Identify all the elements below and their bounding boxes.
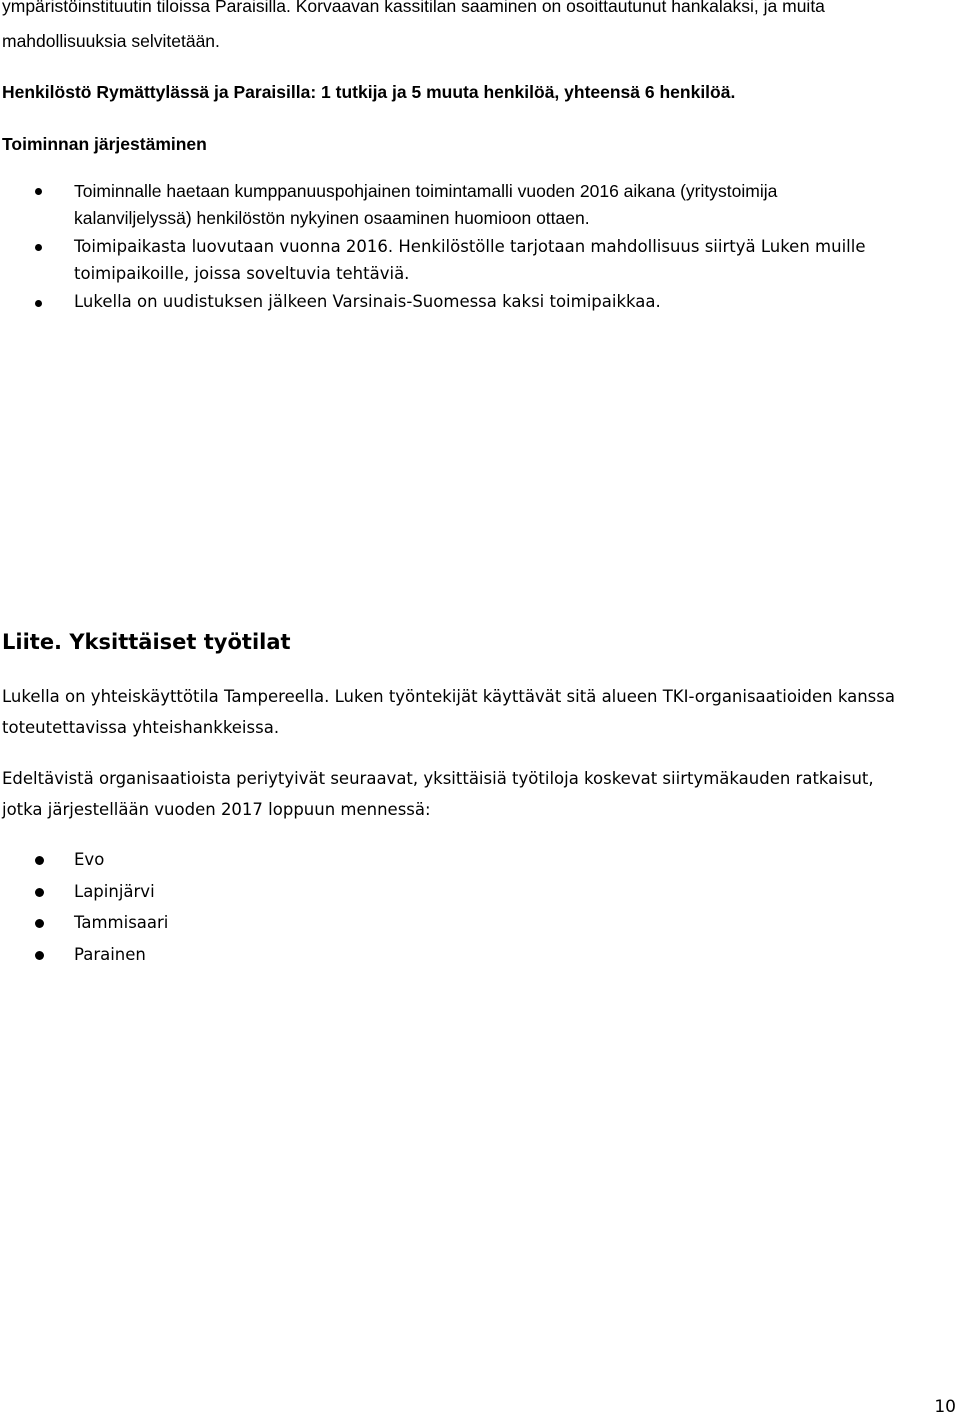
bullet-icon xyxy=(35,888,44,897)
intro-line-1: ympäristöinstituutin tiloissa Paraisilla. Korvaavan kassitilan saaminen on osoittautunut hankalaksi, ja muita xyxy=(2,0,825,16)
page-number: 10 xyxy=(934,1397,956,1417)
location-item-tammisaari: Tammisaari xyxy=(74,913,169,932)
appendix-para-2-line-1: Edeltävistä organisaatioista periytyivät seuraavat, yksittäisiä työtiloja koskevat siirtymäkauden ratkaisut, xyxy=(2,769,874,788)
bullet-icon xyxy=(35,244,42,251)
bullet-1-line-1: Toiminnalle haetaan kumppanuuspohjainen toimintamalli vuoden 2016 aikana (yritystoimija xyxy=(74,181,778,201)
appendix-para-1-line-1: Lukella on yhteiskäyttötila Tampereella. Luken työntekijät käyttävät sitä alueen TKI-organisaatioiden kanssa xyxy=(2,687,895,706)
location-item-evo: Evo xyxy=(74,850,105,869)
appendix-para-2-line-2: jotka järjestellään vuoden 2017 loppuun mennessä: xyxy=(2,800,431,819)
bullet-1-line-2: kalanviljelyssä) henkilöstön nykyinen osaaminen huomioon ottaen. xyxy=(74,208,590,228)
appendix-para-1-line-2: toteutettavissa yhteishankkeissa. xyxy=(2,718,280,737)
bullet-3-line-1: Lukella on uudistuksen jälkeen Varsinais-Suomessa kaksi toimipaikkaa. xyxy=(74,292,661,311)
bullet-icon xyxy=(35,856,44,865)
bullet-icon xyxy=(35,951,44,960)
appendix-heading: Liite. Yksittäiset työtilat xyxy=(2,630,291,654)
bullet-icon xyxy=(35,919,44,928)
intro-line-2: mahdollisuuksia selvitetään. xyxy=(2,31,220,51)
staff-summary: Henkilöstö Rymättylässä ja Paraisilla: 1 tutkija ja 5 muuta henkilöä, yhteensä 6 henkilöä. xyxy=(2,82,736,102)
bullet-icon xyxy=(35,300,42,307)
location-item-parainen: Parainen xyxy=(74,945,146,964)
bullet-2-line-2: toimipaikoille, joissa soveltuvia tehtäviä. xyxy=(74,264,410,283)
bullet-icon xyxy=(35,188,42,195)
bullet-2-line-1: Toimipaikasta luovutaan vuonna 2016. Henkilöstölle tarjotaan mahdollisuus siirtyä Luken muille xyxy=(74,237,866,256)
location-item-lapinjarvi: Lapinjärvi xyxy=(74,882,155,901)
section-heading-organization: Toiminnan järjestäminen xyxy=(2,134,207,154)
